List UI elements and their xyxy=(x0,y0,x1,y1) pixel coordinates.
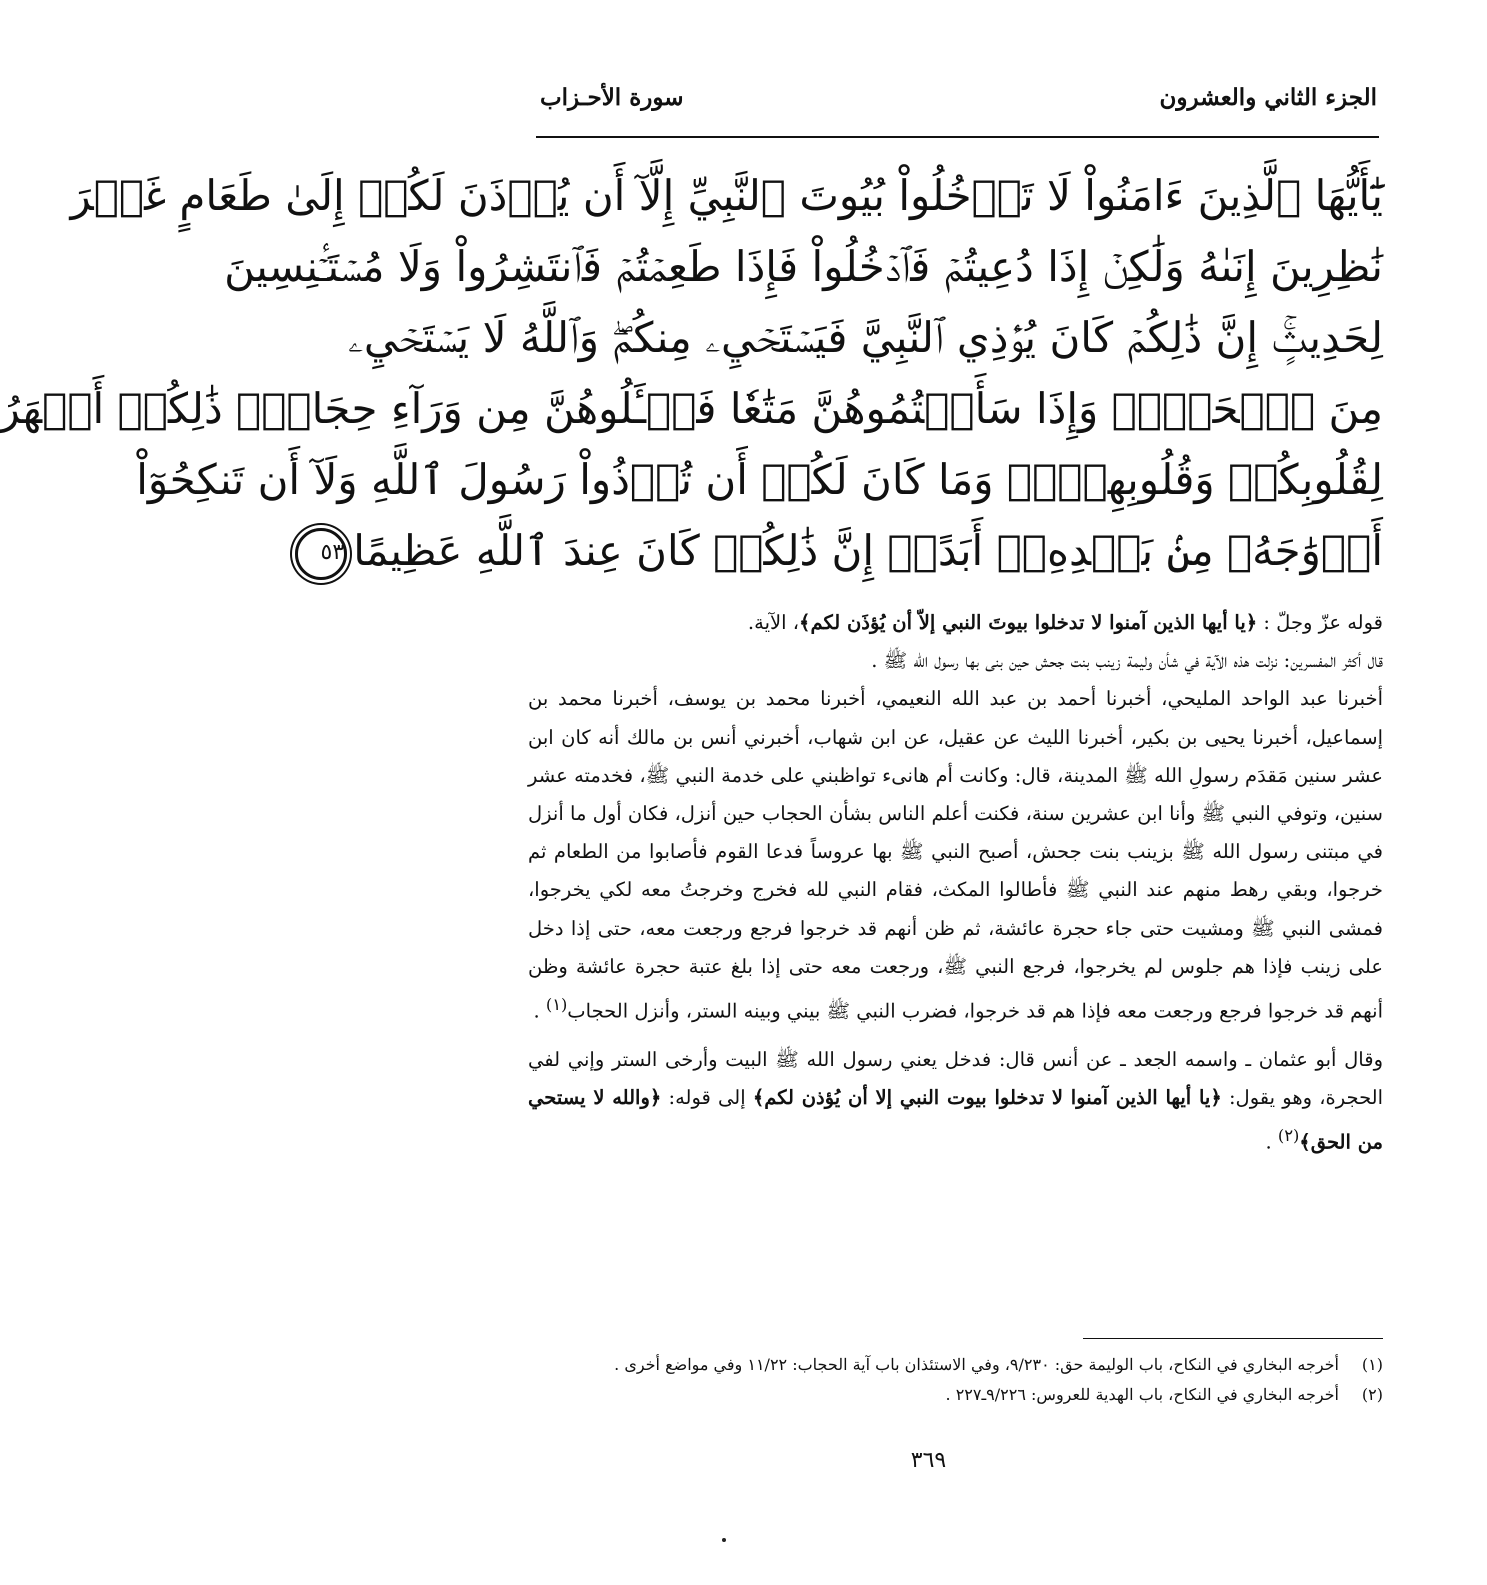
footnote-ref: (١) xyxy=(545,995,568,1015)
part-title: الجزء الثاني والعشرون xyxy=(1159,84,1377,111)
text-run: أخبرنا عبد الواحد المليحي، أخبرنا أحمد بن عبد الله النعيمي، أخبرنا محمد بن يوسف، أخبرنا محمد بن إسماعيل، أخبرنا يحيى بن بكير، أخبرنا الليث عن عقيل، عن ابن شهاب، أخبرني أنس بن مالك أنه كان ابن عشر سنين مَقدَم رسولِ الله ﷺ المدينة، قال: وكانت أم هانىء تواظبني على خدمة النبي ﷺ، فخدمته عشر سنين، وتوفي النبي ﷺ وأنا ابن عشرين سنة، فكنت أعلم الناس بشأن الحجاب حين أنزل، فكان أول ما أنزل في مبتنى رسول الله ﷺ بزينب بنت جحش، أصبح النبي ﷺ بها عروساً فدعا القوم فأصابوا من الطعام ثم خرجوا، وبقي رهط منهم عند النبي ﷺ فأطالوا المكث، فقام النبي لله فخرج وخرجتُ معه لكي يخرجوا، فمشى النبي ﷺ ومشيت حتى جاء حجرة عائشة، ثم ظن أنهم قد خرجوا فرجع ورجعت معه، حتى إذا دخل على زينب فإذا هم جلوس لم يخرجوا، فرجع النبي ﷺ، ورجعت معه حتى إذا بلغ عتبة حجرة عائشة وظن أنهم قد خرجوا فرجع ورجعت معه فإذا هم قد خرجوا، فضرب النبي ﷺ بيني وبينه الستر، وأنزل الحجاب xyxy=(528,687,1383,1023)
footnote xyxy=(528,1380,1383,1410)
text-run: . xyxy=(533,999,546,1023)
text-run: . xyxy=(1265,1130,1278,1154)
paragraph xyxy=(528,1041,1383,1162)
paragraph-gap xyxy=(528,1031,1383,1041)
paragraph xyxy=(528,604,1383,642)
text-run: قوله عزّ وجلّ : xyxy=(1257,611,1383,634)
quran-line: لِقُلُوبِكُمۡ وَقُلُوبِهِنَّۚ وَمَا كَانَ لَكُمۡ أَن تُؤۡذُواْ رَسُولَ ٱللَّهِ وَلَآ أَن تَنكِحُوٓاْ xyxy=(136,455,1383,504)
quran-line: أَزۡوَٰجَهُۥ مِنۢ بَعۡدِهِۦٓ أَبَدًاۚ إِنَّ ذَٰلِكُمۡ كَانَ عِندَ ٱللَّهِ عَظِيمًا xyxy=(353,526,1383,575)
quran-line: نَٰظِرِينَ إِنَىٰهُ وَلَٰكِنۡ إِذَا دُعِيتُمۡ فَٱدۡخُلُواْ فَإِذَا طَعِمۡتُمۡ فَٱنتَشِرُواْ وَلَا مُسۡتَـٔۡنِسِينَ xyxy=(224,242,1383,291)
running-header xyxy=(540,80,1377,120)
footnotes xyxy=(528,1350,1383,1410)
text-run: ، الآية. xyxy=(747,611,800,634)
footnote-text: أخرجه البخاري في النكاح، باب الوليمة حق: ٩/٢٣٠، وفي الاستئذان باب آية الحجاب: ١١/٢٢ وفي مواضع أخرى . xyxy=(614,1355,1339,1374)
verse-number-medallion: ٥٣ xyxy=(295,528,347,580)
quran-line: لِحَدِيثٍۚ إِنَّ ذَٰلِكُمۡ كَانَ يُؤۡذِي ٱلنَّبِيَّ فَيَسۡتَحۡيِۦ مِنكُمۡۖ وَٱللَّهُ لَا يَسۡتَحۡيِۦ xyxy=(347,313,1383,362)
scan-speck xyxy=(722,1538,726,1542)
quoted-verse: ﴿يا أيها الذين آمنوا لا تدخلوا بيوتَ النبي إلاّ أن يُؤذَن لكم﴾ xyxy=(799,611,1258,634)
footnote-ref: (٢) xyxy=(1277,1126,1300,1146)
quran-verse-block xyxy=(0,160,1383,586)
header-rule xyxy=(536,136,1379,138)
paragraph xyxy=(528,680,1383,1030)
commentary-text xyxy=(528,604,1383,1162)
page-number: ٣٦٩ xyxy=(910,1448,947,1473)
quran-line-last xyxy=(320,515,1383,586)
quoted-verse: ﴿يا أيها الذين آمنوا لا تدخلوا بيوت النبي إلا أن يُؤذن لكم﴾ xyxy=(752,1085,1222,1109)
quoted-verse: ﴿والله لا يستحي من الحق﴾ xyxy=(528,1085,1383,1154)
footnote-text: أخرجه البخاري في النكاح، باب الهدية للعروس: ٩/٢٢٦ـ٢٢٧ . xyxy=(945,1385,1339,1404)
paragraph: قال أكثر المفسرين: نزلت هذه الآية في شأن وليمة زينب بنت جحش حين بنى بها رسول الله ﷺ . xyxy=(871,649,1383,673)
text-run: إلى قوله: xyxy=(661,1085,753,1109)
text-run: وقال أبو عثمان ـ واسمه الجعد ـ عن أنس قال: فدخل يعني رسول الله ﷺ البيت وأرخى الستر وإني لفي الحجرة، وهو يقول: xyxy=(528,1047,1384,1109)
surah-title: سورة الأحـزاب xyxy=(540,84,684,111)
footnote-number: (٢) xyxy=(1361,1385,1383,1404)
quran-line: مِنَ ٱلۡحَقِّۚ وَإِذَا سَأَلۡتُمُوهُنَّ مَتَٰعٗا فَسۡـَٔلُوهُنَّ مِن وَرَآءِ حِجَابٖۚ ذَٰلِكُمۡ أَطۡهَرُ xyxy=(0,384,1383,433)
footnote-number: (١) xyxy=(1361,1355,1383,1374)
footnote-separator xyxy=(1083,1338,1383,1339)
footnote xyxy=(528,1350,1383,1380)
quran-line: يَٰٓأَيُّهَا ٱلَّذِينَ ءَامَنُواْ لَا تَدۡخُلُواْ بُيُوتَ ٱلنَّبِيِّ إِلَّآ أَن يُؤۡذَنَ لَكُمۡ إِلَىٰ طَعَامٍ غَيۡرَ xyxy=(70,171,1383,220)
